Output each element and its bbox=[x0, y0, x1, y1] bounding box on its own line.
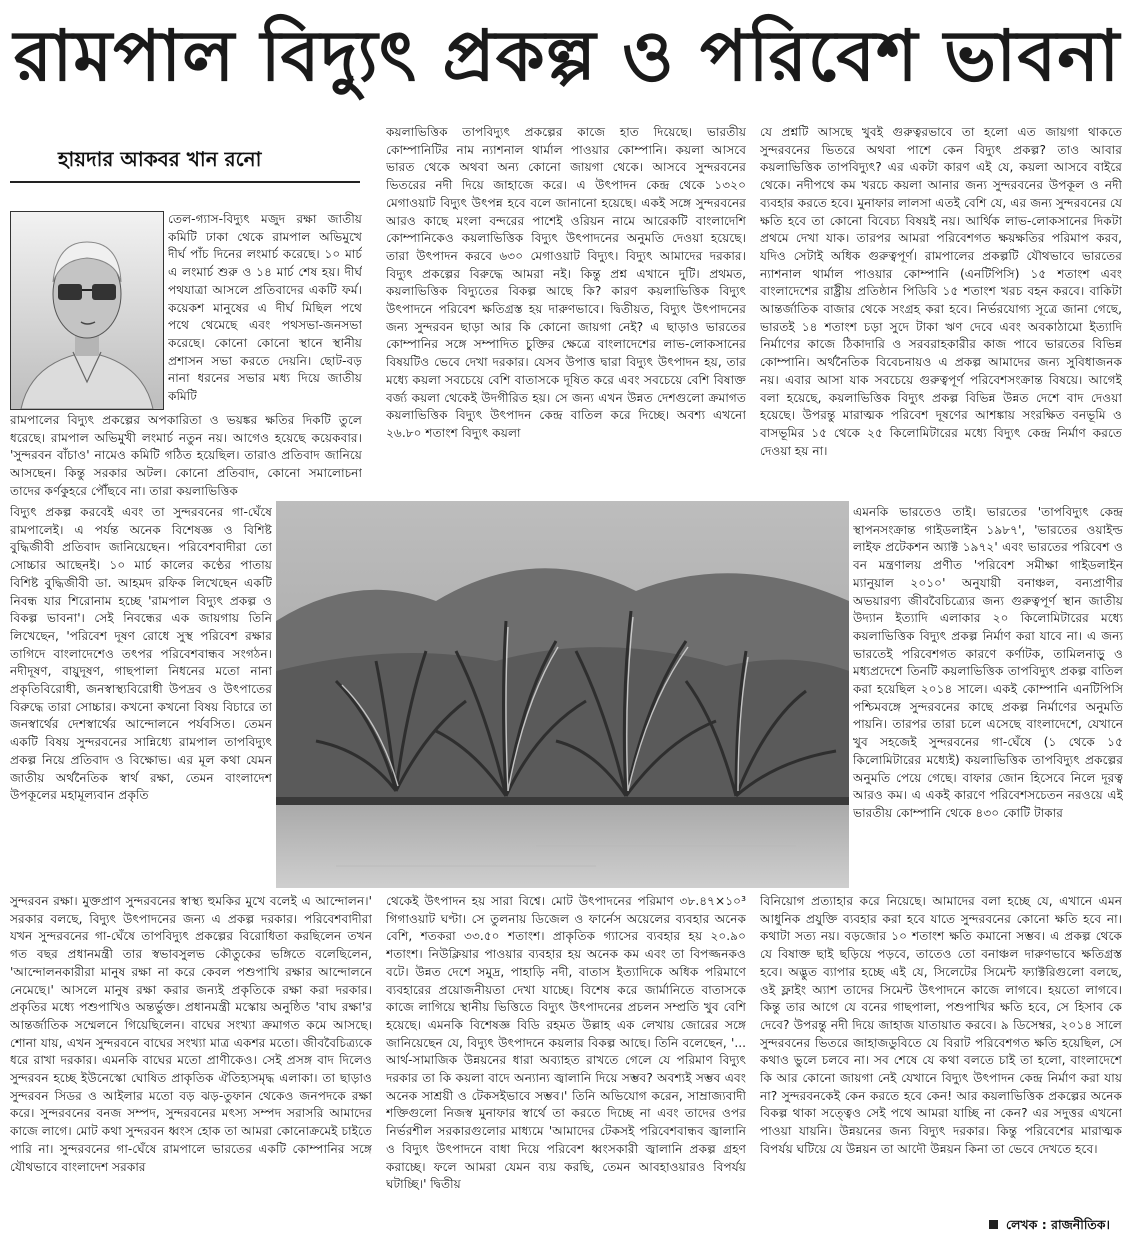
paragraph: সুন্দরবন রক্ষা। মুক্তপ্রাণ সুন্দরবনের স্বাস্থ্য হুমকির মুখে বলেই এ আন্দোলন।' সরকার বলছে, বিদ্যুৎ উৎপাদনের জন্য এ প্রকল্প দরকার। পরিবেশবাদীরা যখন সুন্দরবনের গা-ঘেঁষে তাপবিদ্যুৎ প্রকল্পের বিরোধিতা করছিলেন তখন গত বছর প্রধানমন্ত্রী তার স্বভাবসুলভ কৌতুকের ভঙ্গিতে বলেছিলেন, 'আন্দোলনকারীরা মানুষ রক্ষা না করে কেবল পশুপাখি রক্ষার আন্দোলনে নেমেছে।' আসলে মানুষ রক্ষা করার জন্যই প্রকৃতিকে রক্ষা করা দরকার। প্রকৃতির মধ্যে পশুপাখিও অন্তর্ভুক্ত। প্রধানমন্ত্রী মস্কোয় অনুষ্ঠিত 'বাঘ রক্ষা'র আন্তর্জাতিক সম্মেলনে গিয়েছিলেন। বাঘের সংখ্যা ক্রমাগত কমে আসছে। শোনা যায়, এখন সুন্দরবনে বাঘের সংখ্যা মাত্র একশর মতো। জীববৈচিত্র্যকে ধরে রাখা দরকার। এমনকি বাঘের মতো প্রাণীকেও। সেই প্রসঙ্গ বাদ দিলেও সুন্দরবন হচ্ছে ইউনেস্কো ঘোষিত প্রাকৃতিক ঐতিহ্যসমৃদ্ধ এলাকা। তা ছাড়াও সুন্দরবন সিডর ও আইলার মতো বড় ঝড়-তুফান থেকেও জনপদকে রক্ষা করে। সুন্দরবনের বনজ সম্পদ, সুন্দরবনের মৎস্য সম্পদ সরাসরি আমাদের কাজে লাগে। মোট কথা সুন্দরবন ধ্বংস হোক তা আমরা কোনোক্রমেই চাইতে পারি না। সুন্দরবনের গা-ঘেঁষে রামপালে ভারতের একটি কোম্পানির সঙ্গে যৌথভাবে বাংলাদেশ সরকার bbox=[10, 894, 372, 1174]
signature-label: লেখক : bbox=[1006, 1217, 1047, 1232]
column-3-beside-photo bbox=[853, 504, 1123, 888]
byline-rule bbox=[10, 181, 360, 183]
signature-value: রাজনীতিক। bbox=[1051, 1217, 1110, 1232]
paragraph: রামপালের বিদ্যুৎ প্রকল্পের অপকারিতা ও ভয়ঙ্কর ক্ষতির দিকটি তুলে ধরেছে। রামপাল অভিমুখী লংমার্চ নতুন নয়। আগেও হয়েছে কয়েকবার। 'সুন্দরবন বাঁচাও' নামেও কমিটি গঠিত হয়েছিল। তারাও প্রতিবাদ জানিয়ে আসছেন। কিন্তু সরকার অটল। কোনো প্রতিবাদ, কোনো সমালোচনা তাদের কর্ণকুহরে পৌঁছবে না। তারা কয়লাভিত্তিক bbox=[10, 413, 362, 498]
column-3-lower bbox=[760, 893, 1122, 1213]
paragraph: বিদ্যুৎ প্রকল্প করবেই এবং তা সুন্দরবনের গা-ঘেঁষে রামপালেই। এ পর্যন্ত অনেক বিশেষজ্ঞ ও বিশিষ্ট বুদ্ধিজীবী প্রতিবাদ জানিয়েছেন। পরিবেশবাদীরা তো সোচ্চার আছেনই। ১০ মার্চ কালের কণ্ঠের পাতায় বিশিষ্ট বুদ্ধিজীবী ডা. আহমদ রফিক লিখেছেন একটি নিবন্ধ যার শিরোনাম হচ্ছে 'রামপাল বিদ্যুৎ প্রকল্প ও বিকল্প ভাবনা'। সেই নিবন্ধের এক জায়গায় তিনি লিখেছেন, 'পরিবেশ দূষণ রোধে সুস্থ পরিবেশ রক্ষার তাগিদে বাংলাদেশেও তৎপর পরিবেশবান্ধব সংগঠন। নদীদূষণ, বায়ুদূষণ, গাছপালা নিধনের মতো নানা প্রকৃতিবিরোধী, জনস্বাস্থ্যবিরোধী উপদ্রব ও উৎপাতের বিরুদ্ধে তারা সোচ্চার। কখনো কখনো বিষয় বিচারে তা জনস্বার্থের দেশস্বার্থের আন্দোলনে পর্যবসিত। তেমন একটি বিষয় সুন্দরবনের সান্নিধ্যে রামপাল তাপবিদ্যুৎ প্রকল্প নিয়ে প্রতিবাদ ও বিক্ষোভ। এর মূল কথা যেমন জাতীয় অর্থনৈতিক স্বার্থ রক্ষা, তেমন বাংলাদেশ উপকূলের মহামূল্যবান প্রকৃতি bbox=[10, 505, 272, 803]
paragraph: তেল-গ্যাস-বিদ্যুৎ মজুদ রক্ষা জাতীয় কমিটি ঢাকা থেকে রামপাল অভিমুখে দীর্ঘ পাঁচ দিনের লংমার্চ করেছে। ১০ মার্চ এ লংমার্চ শুরু ও ১৪ মার্চ শেষ হয়। দীর্ঘ পথযাত্রা আসলে প্রতিবাদের একটি ফর্ম। কয়েকশ মানুষের এ দীর্ঘ মিছিল পথে পথে থেমেছে এবং পথসভা-জনসভা করেছে। কোনো কোনো স্থানে স্থানীয় প্রশাসন সভা করতে দেয়নি। ছোট-বড় নানা ধরনের সভার মধ্য দিয়ে জাতীয় কমিটি bbox=[168, 212, 362, 404]
author-signature bbox=[989, 1216, 1110, 1234]
headline: রামপাল বিদ্যুৎ প্রকল্প ও পরিবেশ ভাবনা bbox=[13, 15, 1121, 97]
byline: হায়দার আকবর খান রনো bbox=[58, 147, 262, 171]
paragraph: কয়লাভিত্তিক তাপবিদ্যুৎ প্রকল্পের কাজে হাত দিয়েছে। ভারতীয় কোম্পানিটির নাম ন্যাশনাল থার্মাল পাওয়ার কোম্পানি। কয়লা আসবে ভারত থেকে অথবা অন্য কোনো জায়গা থেকে। আসবে সুন্দরবনের ভিতরের নদী দিয়ে জাহাজে করে। এ উৎপাদন কেন্দ্র থেকে ১৩২০ মেগাওয়াট বিদ্যুৎ উৎপন্ন হবে বলে জানানো হয়েছে। একই সঙ্গে সুন্দরবনের আরও কাছে মংলা বন্দরের পাশেই ওরিয়ন নামে আরেকটি বাংলাদেশি কোম্পানিকেও কয়লাভিত্তিক বিদ্যুৎ উৎপাদনের অনুমতি দেওয়া হয়েছে। তারা উৎপাদন করবে ৬৩০ মেগাওয়াট বিদ্যুৎ। বিদ্যুৎ আমাদের দরকার। বিদ্যুৎ প্রকল্পের বিরুদ্ধে আমরা নই। কিন্তু প্রশ্ন এখানে দুটি। প্রথমত, কয়লাভিত্তিক বিদ্যুতের বিকল্প আছে কি? কারণ কয়লাভিত্তিক বিদ্যুৎ উৎপাদনে পরিবেশ ক্ষতিগ্রস্ত হয় দারুণভাবে। দ্বিতীয়ত, বিদ্যুৎ উৎপাদনের জন্য সুন্দরবন ছাড়া আর কি কোনো জায়গা নেই? এ ছাড়াও ভারতের কোম্পানির সঙ্গে সম্পাদিত চুক্তির ক্ষেত্রে বাংলাদেশের লাভ-লোকসানের বিষয়টিও ভেবে দেখা দরকার। যেসব উপাত্ত দ্বারা বিদ্যুৎ উৎপাদন হয়, তার মধ্যে কয়লা সবচেয়ে বেশি বাতাসকে দূষিত করে এবং সবচেয়ে বেশি বিষাক্ত বর্জ্য কয়লা থেকেই উদগীরিত হয়। সে জন্য এখন উন্নত দেশগুলো ক্রমাগত কয়লাভিত্তিক বিদ্যুৎ উৎপাদন কেন্দ্র বাতিল করে দিচ্ছে। অবশ্য এখনো ২৬.৮০ শতাংশ বিদ্যুৎ কয়লা bbox=[386, 125, 746, 440]
paragraph: এমনকি ভারতেও তাই। ভারতের 'তাপবিদ্যুৎ কেন্দ্র স্থাপনসংক্রান্ত গাইডলাইন ১৯৮৭', 'ভারতের ওয়াইল্ড লাইফ প্রটেকশন অ্যাক্ট ১৯৭২' এবং ভারতের পরিবেশ ও বন মন্ত্রণালয় প্রণীত 'পরিবেশ সমীক্ষা গাইডলাইন ম্যানুয়াল ২০১০' অনুযায়ী বনাঞ্চল, বন্যপ্রাণীর অভয়ারণ্য জীববৈচিত্র্যের জন্য গুরুত্বপূর্ণ স্থান জাতীয় উদ্যান ইত্যাদি এলাকার ২০ কিলোমিটারের মধ্যে কয়লাভিত্তিক বিদ্যুৎ প্রকল্প নির্মাণ করা যাবে না। এ জন্য ভারতেই পরিবেশগত কারণে কর্ণাটক, তামিলনাড়ু ও মধ্যপ্রদেশে তিনটি কয়লাভিত্তিক তাপবিদ্যুৎ প্রকল্প বাতিল করা হয়েছিল ২০১৪ সালে। একই কোম্পানি এনটিপিসি পশ্চিমবঙ্গে সুন্দরবনের কাছে প্রকল্প নির্মাণের অনুমতি পায়নি। তারপর তারা চলে এসেছে বাংলাদেশে, যেখানে খুব সহজেই সুন্দরবনের গা-ঘেঁষে (১ থেকে ১৫ কিলোমিটারের মধ্যেই) কয়লাভিত্তিক তাপবিদ্যুৎ প্রকল্পের অনুমতি পেয়ে গেছে। বাফার জোন হিসেবে নিলে দূরত্ব আরও কম। এ একই কারণে পরিবেশসচেতন নরওয়ে এই ভারতীয় কোম্পানি থেকে ৪৩০ কোটি টাকার bbox=[853, 505, 1123, 820]
sundarbans-palm-photo bbox=[276, 501, 849, 888]
end-square-icon bbox=[989, 1220, 998, 1229]
column-1-lower bbox=[10, 893, 372, 1249]
column-1-beside-photo bbox=[10, 504, 272, 888]
column-2-lower bbox=[386, 893, 746, 1249]
paragraph: থেকেই উৎপাদন হয় সারা বিশ্বে। মোট উৎপাদনের পরিমাণ ৩৮.৪৭×১০³ গিগাওয়াট ঘণ্টা। সে তুলনায় ডিজেল ও ফার্নেস অয়েলের ব্যবহার অনেক বেশি, শতকরা ৩৩.৫০ শতাংশ। প্রাকৃতিক গ্যাসের ব্যবহার হয় ২০.৯০ শতাংশ। নিউক্লিয়ার পাওয়ার ব্যবহার হয় অনেক কম এবং তা বিপজ্জনকও বটে। উন্নত দেশে সমুদ্র, পাহাড়ি নদী, বাতাস ইত্যাদিকে অধিক পরিমাণে ব্যবহারের প্রয়োজনীয়তা দেখা যাচ্ছে। বিশেষ করে জার্মানিতে বাতাসকে কাজে লাগিয়ে স্থানীয় ভিত্তিতে বিদ্যুৎ উৎপাদনের প্রচলন সম্প্রতি খুব বেশি হয়েছে। এমনকি বিশেষজ্ঞ বিডি রহমত উল্লাহ এক লেখায় জোরের সঙ্গে জানিয়েছেন যে, বিদ্যুৎ উৎপাদনে কয়লার বিকল্প আছে। তিনি বলেছেন, '... আর্থ-সামাজিক উন্নয়নের ধারা অব্যাহত রাখতে গেলে যে পরিমাণ বিদ্যুৎ দরকার তা কি কয়লা বাদে অন্যান্য জ্বালানি দিয়ে সম্ভব? অবশ্যই সম্ভব এবং অনেক সাশ্রয়ী ও টেকসইভাবে সম্ভব।' তিনি অভিযোগ করেন, সাম্রাজ্যবাদী শক্তিগুলো নিজস্ব মুনাফার স্বার্থে তা করতে দিচ্ছে না এবং তাদের ওপর নির্ভরশীল সরকারগুলোর মাধ্যমে 'আমাদের টেকসই পরিবেশবান্ধব জ্বালানি ও বিদ্যুৎ উৎপাদনে বাধা দিয়ে পরিবেশ ধ্বংসকারী জ্বালানি প্রকল্প গ্রহণ করাচ্ছে। ফলে আমরা যেমন ব্যয় করছি, তেমন আবহাওয়ারও বিপর্যয় ঘটাচ্ছি।' দ্বিতীয় bbox=[386, 894, 746, 1192]
column-1-upper bbox=[10, 412, 362, 500]
column-2-upper bbox=[386, 124, 746, 496]
column-1-beside-portrait bbox=[168, 211, 362, 408]
author-portrait bbox=[10, 211, 164, 410]
author-portrait-drawing bbox=[11, 212, 163, 409]
paragraph: যে প্রশ্নটি আসছে খুবই গুরুত্বরভাবে তা হলো এত জায়গা থাকতে সুন্দরবনের ভিতরে অথবা পাশে কেন বিদ্যুৎ প্রকল্প? তাও আবার কয়লাভিত্তিক তাপবিদ্যুৎ? এর একটা কারণ এই যে, কয়লা আসবে বাইরে থেকে। নদীপথে কম খরচে কয়লা আনার জন্য সুন্দরবনের উপকূল ও নদী ব্যবহার করতে হবে। মুনাফার লালসা এতই বেশি যে, এর জন্য সুন্দরবনের যে ক্ষতি হবে তা কোনো বিবেচ্য বিষয়ই নয়। আর্থিক লাভ-লোকসানের দিকটা প্রথমে দেখা যাক। তারপর আমরা পরিবেশগত ক্ষয়ক্ষতির পরিমাপ করব, যদিও সেটাই অধিক গুরুত্বপূর্ণ। রামপালের প্রকল্পটি যৌথভাবে ভারতের ন্যাশনাল থার্মাল পাওয়ার কোম্পানি (এনটিপিসি) ১৫ শতাংশ এবং বাংলাদেশের রাষ্ট্রীয় প্রতিষ্ঠান পিডিবি ১৫ শতাংশ খরচ বহন করবে। বাকিটা আন্তর্জাতিক বাজার থেকে সংগ্রহ করা হবে। নির্ভরযোগ্য সূত্রে জানা গেছে, ভারতই ১৪ শতাংশ চড়া সুদে টাকা ঋণ দেবে এবং অবকাঠামো ইত্যাদি নির্মাণের কাজে ঠিকাদারি ও সরবরাহকারীর কাজ পাবে ভারতের বিভিন্ন কোম্পানি। অর্থনৈতিক বিবেচনায়ও এ প্রকল্প আমাদের জন্য সুবিধাজনক নয়। এবার আসা যাক সবচেয়ে গুরুত্বপূর্ণ পরিবেশসংক্রান্ত বিষয়ে। আগেই বলা হয়েছে, কয়লাভিত্তিক বিদ্যুৎ প্রকল্প বিভিন্ন উন্নত দেশে বাদ দেওয়া হয়েছে। উপরন্তু মারাত্মক পরিবেশ দূষণের আশঙ্কায় সংরক্ষিত বনভূমি ও বাসভূমির ১৫ থেকে ২৫ কিলোমিটারের মধ্যে বিদ্যুৎ কেন্দ্র নির্মাণ করতে দেওয়া হয় না। bbox=[760, 125, 1122, 458]
paragraph: বিনিয়োগ প্রত্যাহার করে নিয়েছে। আমাদের বলা হচ্ছে যে, এখানে এমন আধুনিক প্রযুক্তি ব্যবহার করা হবে যাতে সুন্দরবনের কোনো ক্ষতি হবে না। কথাটা সত্য নয়। বড়জোর ১০ শতাংশ ক্ষতি কমানো সম্ভব। এ প্রকল্প থেকে যে বিষাক্ত ছাই ছড়িয়ে পড়বে, তাতেও তো বনাঞ্চল দারুণভাবে ক্ষতিগ্রস্ত হবে। অদ্ভুত ব্যাপার হচ্ছে এই যে, সিলেটের সিমেন্ট ফ্যাক্টরিগুলো বলছে, ওই ফ্লাইং অ্যাশ তাদের সিমেন্ট উৎপাদনে কাজে লাগবে। হয়তো লাগবে। কিন্তু তার আগে যে বনের গাছপালা, পশুপাখির ক্ষতি হবে, সে হিসাব কে দেবে? উপরন্তু নদী দিয়ে জাহাজ যাতায়াত করবে। ৯ ডিসেম্বর, ২০১৪ সালে সুন্দরবনের ভিতরে জাহাজডুবিতে যে বিরাট পরিবেশগত ক্ষতি হয়েছিল, সে কথাও ভুলে চলবে না। সব শেষে যে কথা বলতে চাই তা হলো, বাংলাদেশে কি আর কোনো জায়গা নেই যেখানে বিদ্যুৎ উৎপাদন কেন্দ্র নির্মাণ করা যায় না? সুন্দরবনকেই কেন করতে হবে কেন! আর কয়লাভিত্তিক প্রকল্পের অনেক বিকল্প থাকা সত্ত্বেও সেই পথে আমরা যাচ্ছি না কেন? এর সদুত্তর এখনো পাওয়া যায়নি। উন্নয়নের জন্য বিদ্যুৎ দরকার। কিন্তু পরিবেশের মারাত্মক বিপর্যয় ঘটিয়ে যে উন্নয়ন তা আদৌ উন্নয়ন কিনা তা ভেবে দেখতে হবে। bbox=[760, 894, 1122, 1156]
sundarbans-palm-drawing bbox=[276, 501, 849, 888]
column-3-upper bbox=[760, 124, 1122, 496]
